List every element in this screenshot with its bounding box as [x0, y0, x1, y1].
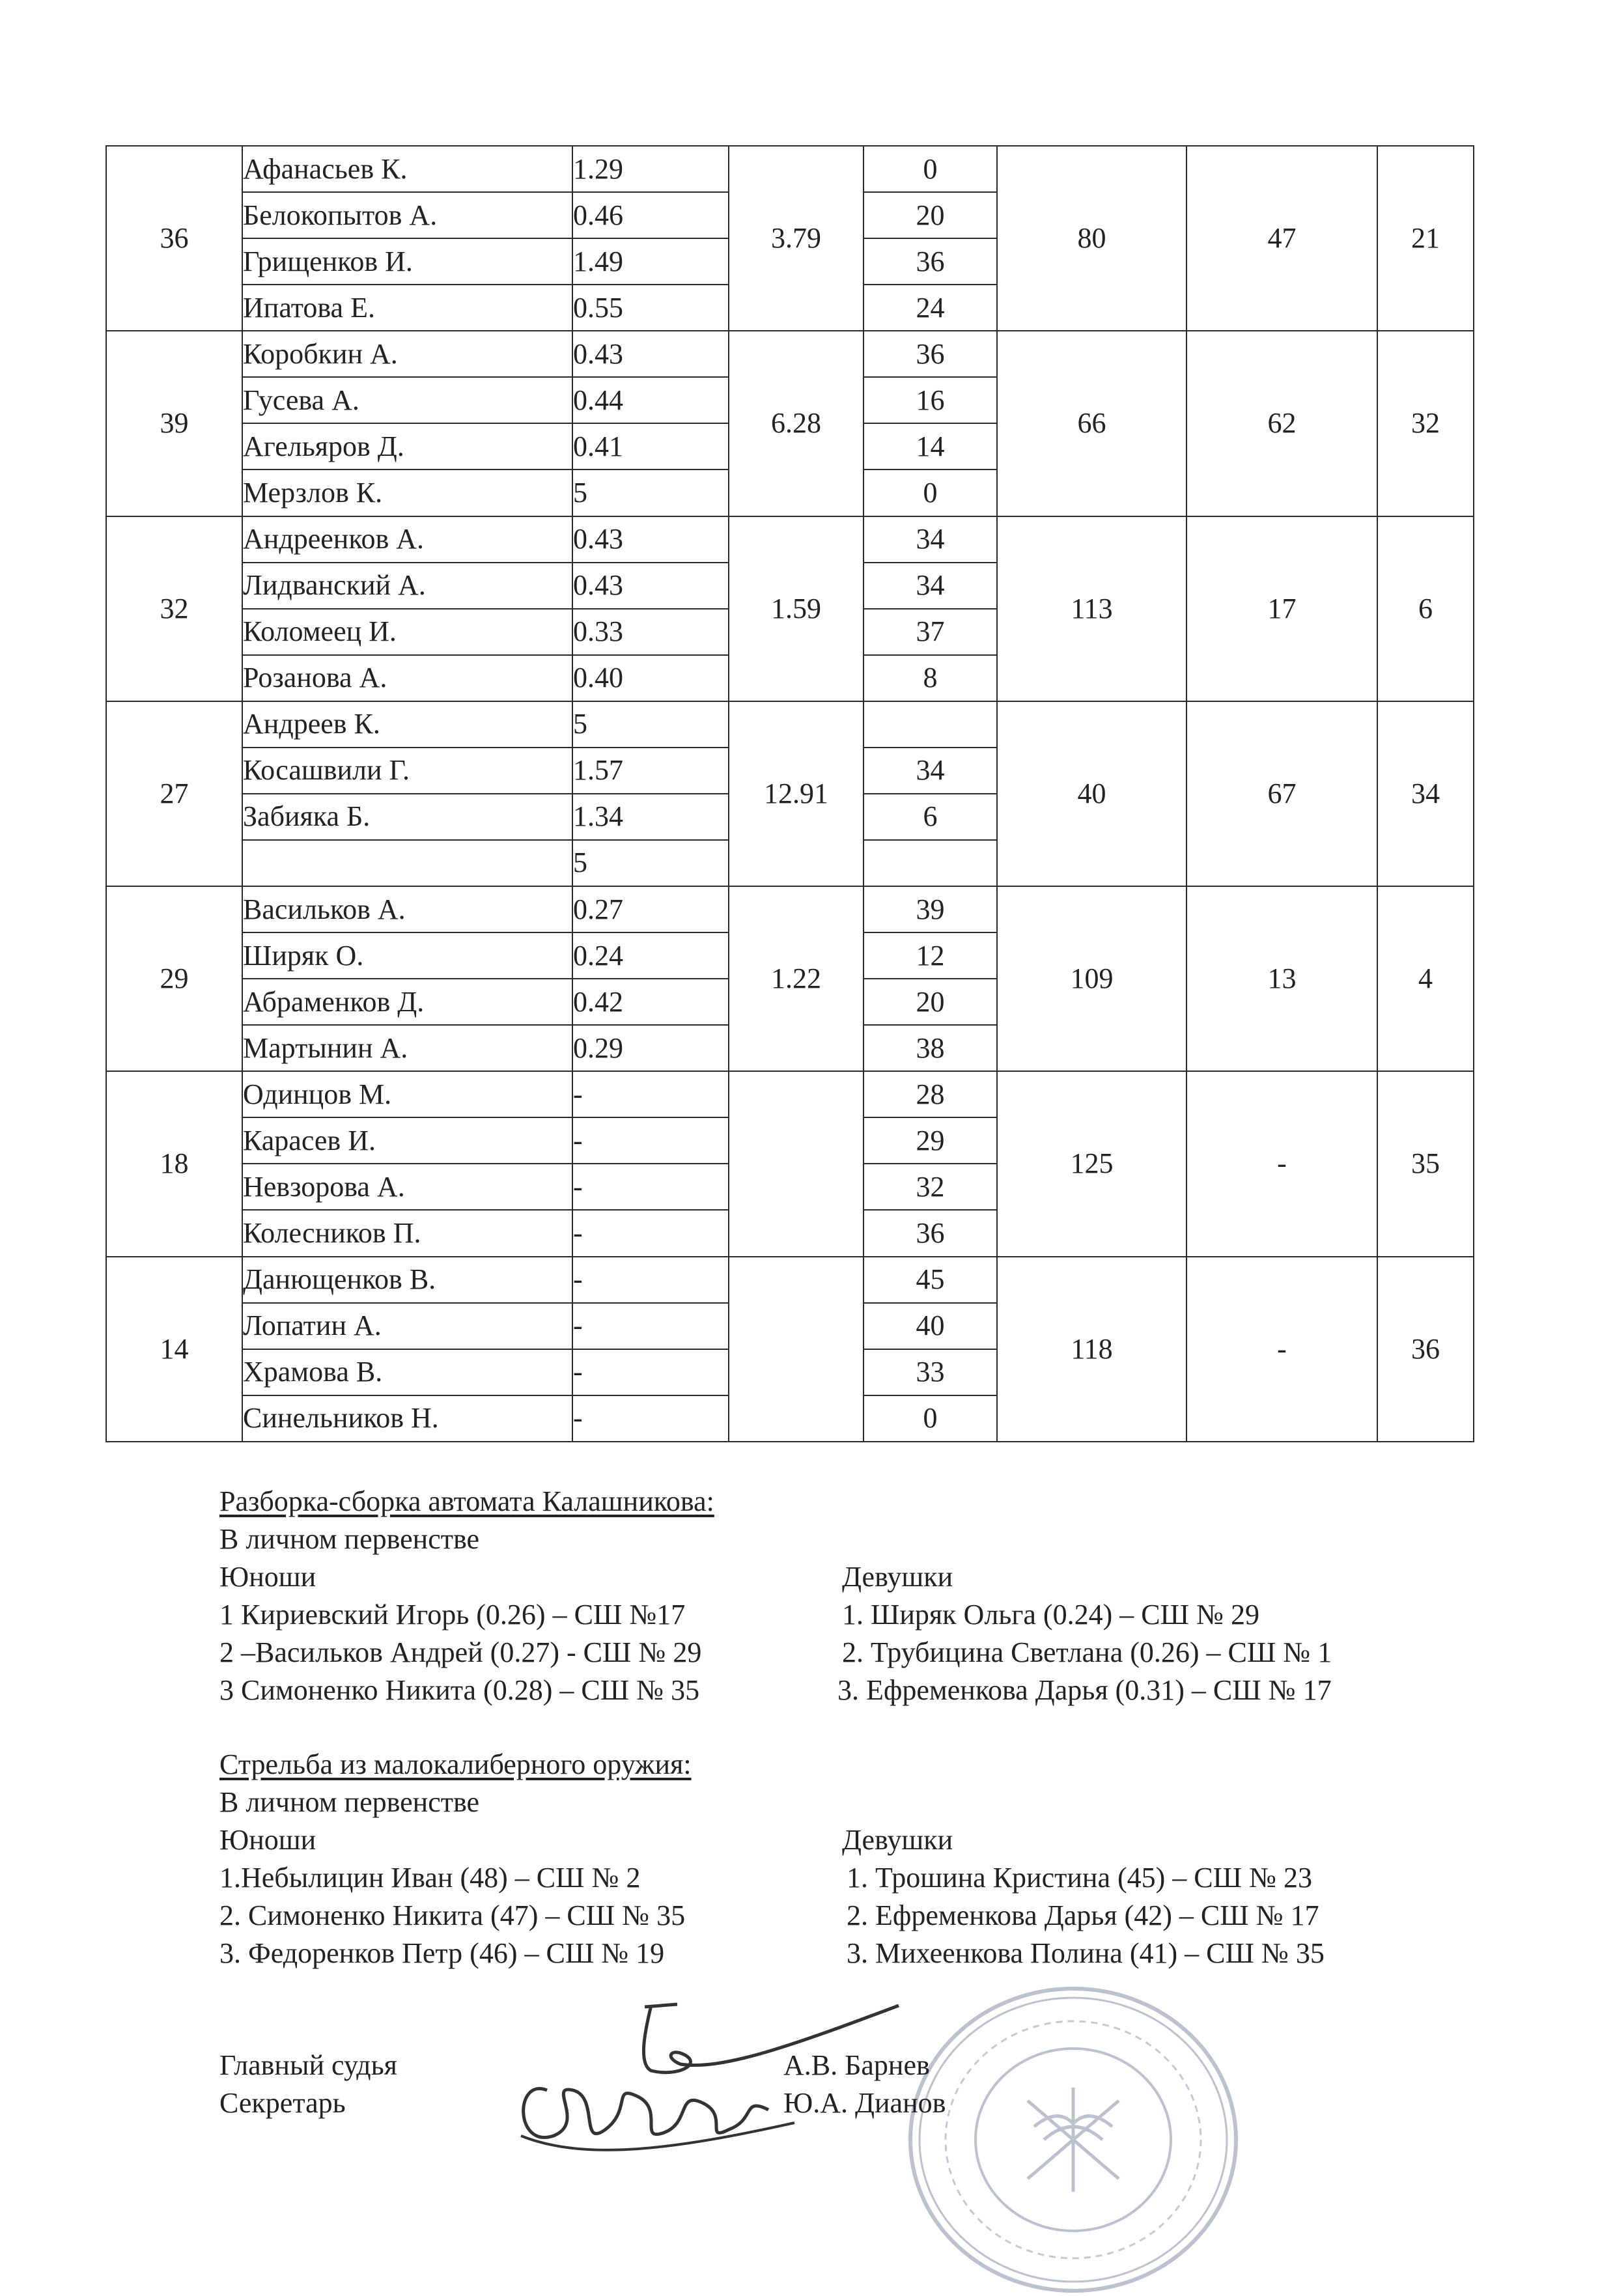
participant-score-cell: 36 — [864, 331, 997, 377]
team-score-total-cell: 66 — [997, 331, 1187, 516]
shooting-girls-1: 1. Трошина Кристина (45) – СШ № 23 — [847, 1862, 1312, 1894]
team-score-total-cell: 80 — [997, 146, 1187, 331]
participant-time-cell: - — [572, 1395, 729, 1442]
team-score-total-cell: 109 — [997, 886, 1187, 1071]
participant-time-cell: - — [572, 1164, 729, 1210]
participant-score-cell: 40 — [864, 1303, 997, 1349]
team-time-points-cell: 67 — [1187, 701, 1377, 886]
participant-time-cell: 5 — [572, 701, 729, 748]
participant-score-cell: 32 — [864, 1164, 997, 1210]
team-place-cell: 36 — [1377, 1257, 1474, 1442]
participant-score-cell: 20 — [864, 979, 997, 1025]
participant-name-cell: Коробкин А. — [242, 331, 572, 377]
team-time-points-cell: 17 — [1187, 516, 1377, 701]
participant-time-cell: 1.49 — [572, 238, 729, 285]
participant-score-cell: 45 — [864, 1257, 997, 1303]
team-score-total-cell: 118 — [997, 1257, 1187, 1442]
disassembly-boys-label: Юноши — [219, 1561, 316, 1593]
team-place-cell: 4 — [1377, 886, 1474, 1071]
participant-score-cell: 33 — [864, 1349, 997, 1395]
participant-name-cell: Синельников Н. — [242, 1395, 572, 1442]
participant-score-cell: 20 — [864, 192, 997, 238]
shooting-boys-label: Юноши — [219, 1824, 316, 1856]
participant-name-cell: Ширяк О. — [242, 932, 572, 979]
shooting-subtitle: В личном первенстве — [219, 1786, 480, 1818]
table-row — [106, 331, 1474, 377]
participant-score-cell: 29 — [864, 1117, 997, 1164]
secretary-name: Ю.А. Дианов — [783, 2087, 946, 2119]
participant-time-cell: 1.29 — [572, 146, 729, 192]
participant-time-cell: 0.43 — [572, 563, 729, 609]
participant-name-cell: Розанова А. — [242, 655, 572, 701]
participant-score-cell: 34 — [864, 516, 997, 563]
team-score-total-cell: 40 — [997, 701, 1187, 886]
participant-name-cell: Данющенков В. — [242, 1257, 572, 1303]
participant-name-cell: Гусева А. — [242, 377, 572, 423]
participant-name-cell: Белокопытов А. — [242, 192, 572, 238]
team-number-cell: 39 — [106, 331, 242, 516]
team-place-cell: 6 — [1377, 516, 1474, 701]
judge-name: А.В. Барнев — [783, 2049, 930, 2081]
team-score-total-cell: 113 — [997, 516, 1187, 701]
table-row — [106, 146, 1474, 192]
disassembly-subtitle: В личном первенстве — [219, 1523, 480, 1555]
team-time-points-cell: 47 — [1187, 146, 1377, 331]
team-time-points-cell: - — [1187, 1071, 1377, 1256]
disassembly-girls-2: 2. Трубицина Светлана (0.26) – СШ № 1 — [842, 1636, 1332, 1668]
participant-name-cell — [242, 840, 572, 886]
team-number-cell: 36 — [106, 146, 242, 331]
participant-time-cell: 5 — [572, 469, 729, 516]
table-row — [106, 1257, 1474, 1303]
participant-name-cell: Васильков А. — [242, 886, 572, 932]
participant-name-cell: Грищенков И. — [242, 238, 572, 285]
participant-name-cell: Мерзлов К. — [242, 469, 572, 516]
participant-time-cell: 0.24 — [572, 932, 729, 979]
team-time-sum-cell: 6.28 — [729, 331, 864, 516]
participant-time-cell: - — [572, 1349, 729, 1395]
participant-name-cell: Колесников П. — [242, 1210, 572, 1256]
team-number-cell: 32 — [106, 516, 242, 701]
participant-time-cell: 0.27 — [572, 886, 729, 932]
participant-time-cell: 0.29 — [572, 1025, 729, 1071]
disassembly-boys-3: 3 Симоненко Никита (0.28) – СШ № 35 — [219, 1674, 700, 1706]
participant-time-cell: 0.43 — [572, 331, 729, 377]
team-number-cell: 27 — [106, 701, 242, 886]
participant-time-cell: 0.43 — [572, 516, 729, 563]
participant-name-cell: Андреенков А. — [242, 516, 572, 563]
team-number-cell: 14 — [106, 1257, 242, 1442]
participant-time-cell: - — [572, 1257, 729, 1303]
participant-time-cell: - — [572, 1117, 729, 1164]
shooting-boys-3: 3. Федоренков Петр (46) – СШ № 19 — [219, 1937, 665, 1969]
participant-time-cell: 1.57 — [572, 748, 729, 794]
participant-score-cell: 24 — [864, 285, 997, 331]
disassembly-boys-2: 2 –Васильков Андрей (0.27) - СШ № 29 — [219, 1636, 702, 1668]
team-time-points-cell: - — [1187, 1257, 1377, 1442]
participant-time-cell: - — [572, 1071, 729, 1117]
disassembly-boys-1: 1 Кириевский Игорь (0.26) – СШ №17 — [219, 1599, 686, 1631]
participant-name-cell: Одинцов М. — [242, 1071, 572, 1117]
official-seal-stamp — [904, 1983, 1243, 2296]
table-row — [106, 886, 1474, 932]
participant-time-cell: 0.40 — [572, 655, 729, 701]
participant-score-cell: 36 — [864, 1210, 997, 1256]
participant-score-cell: 8 — [864, 655, 997, 701]
participant-name-cell: Афанасьев К. — [242, 146, 572, 192]
team-time-sum-cell: 1.59 — [729, 516, 864, 701]
participant-score-cell: 37 — [864, 609, 997, 655]
participant-score-cell: 36 — [864, 238, 997, 285]
participant-score-cell: 0 — [864, 1395, 997, 1442]
team-time-sum-cell — [729, 1257, 864, 1442]
participant-name-cell: Лидванский А. — [242, 563, 572, 609]
participant-time-cell: 1.34 — [572, 794, 729, 840]
participant-score-cell: 34 — [864, 563, 997, 609]
table-row — [106, 701, 1474, 748]
participant-name-cell: Лопатин А. — [242, 1303, 572, 1349]
disassembly-title: Разборка-сборка автомата Калашникова: — [219, 1485, 714, 1517]
team-place-cell: 21 — [1377, 146, 1474, 331]
participant-name-cell: Ипатова Е. — [242, 285, 572, 331]
results-table — [105, 145, 1474, 1442]
participant-score-cell: 12 — [864, 932, 997, 979]
participant-score-cell: 0 — [864, 469, 997, 516]
participant-time-cell: - — [572, 1303, 729, 1349]
participant-name-cell: Мартынин А. — [242, 1025, 572, 1071]
participant-score-cell: 16 — [864, 377, 997, 423]
shooting-title: Стрельба из малокалиберного оружия: — [219, 1748, 692, 1780]
secretary-signature — [508, 2051, 808, 2162]
participant-score-cell: 34 — [864, 748, 997, 794]
participant-score-cell — [864, 840, 997, 886]
participant-time-cell: 5 — [572, 840, 729, 886]
participant-name-cell: Агельяров Д. — [242, 423, 572, 469]
team-time-sum-cell: 12.91 — [729, 701, 864, 886]
disassembly-girls-3: 3. Ефременкова Дарья (0.31) – СШ № 17 — [837, 1674, 1332, 1706]
participant-score-cell: 28 — [864, 1071, 997, 1117]
participant-score-cell: 6 — [864, 794, 997, 840]
participant-time-cell: 0.44 — [572, 377, 729, 423]
shooting-girls-label: Девушки — [842, 1824, 953, 1856]
team-place-cell: 34 — [1377, 701, 1474, 886]
participant-time-cell: 0.46 — [572, 192, 729, 238]
shooting-boys-1: 1.Небылицин Иван (48) – СШ № 2 — [219, 1862, 641, 1894]
results-table-body — [106, 146, 1474, 1442]
participant-name-cell: Карасев И. — [242, 1117, 572, 1164]
participant-name-cell: Храмова В. — [242, 1349, 572, 1395]
table-row — [106, 1071, 1474, 1117]
participant-time-cell: 0.41 — [572, 423, 729, 469]
participant-time-cell: 0.33 — [572, 609, 729, 655]
disassembly-girls-1: 1. Ширяк Ольга (0.24) – СШ № 29 — [842, 1599, 1259, 1631]
participant-score-cell — [864, 701, 997, 748]
team-place-cell: 35 — [1377, 1071, 1474, 1256]
shooting-girls-3: 3. Михеенкова Полина (41) – СШ № 35 — [847, 1937, 1325, 1969]
table-row — [106, 516, 1474, 563]
team-place-cell: 32 — [1377, 331, 1474, 516]
participant-time-cell: 0.55 — [572, 285, 729, 331]
participant-name-cell: Забияка Б. — [242, 794, 572, 840]
shooting-boys-2: 2. Симоненко Никита (47) – СШ № 35 — [219, 1899, 686, 1931]
shooting-girls-2: 2. Ефременкова Дарья (42) – СШ № 17 — [847, 1899, 1319, 1931]
participant-score-cell: 39 — [864, 886, 997, 932]
participant-score-cell: 38 — [864, 1025, 997, 1071]
participant-score-cell: 14 — [864, 423, 997, 469]
team-time-sum-cell — [729, 1071, 864, 1256]
team-time-points-cell: 62 — [1187, 331, 1377, 516]
team-number-cell: 29 — [106, 886, 242, 1071]
team-time-sum-cell: 1.22 — [729, 886, 864, 1071]
participant-name-cell: Андреев К. — [242, 701, 572, 748]
judge-label: Главный судья — [219, 2049, 397, 2081]
team-time-sum-cell: 3.79 — [729, 146, 864, 331]
participant-score-cell: 0 — [864, 146, 997, 192]
team-score-total-cell: 125 — [997, 1071, 1187, 1256]
disassembly-girls-label: Девушки — [842, 1561, 953, 1593]
participant-time-cell: - — [572, 1210, 729, 1256]
participant-name-cell: Коломеец И. — [242, 609, 572, 655]
secretary-label: Секретарь — [219, 2087, 346, 2119]
team-time-points-cell: 13 — [1187, 886, 1377, 1071]
participant-name-cell: Абраменков Д. — [242, 979, 572, 1025]
participant-name-cell: Невзорова А. — [242, 1164, 572, 1210]
participant-name-cell: Косашвили Г. — [242, 748, 572, 794]
team-number-cell: 18 — [106, 1071, 242, 1256]
participant-time-cell: 0.42 — [572, 979, 729, 1025]
